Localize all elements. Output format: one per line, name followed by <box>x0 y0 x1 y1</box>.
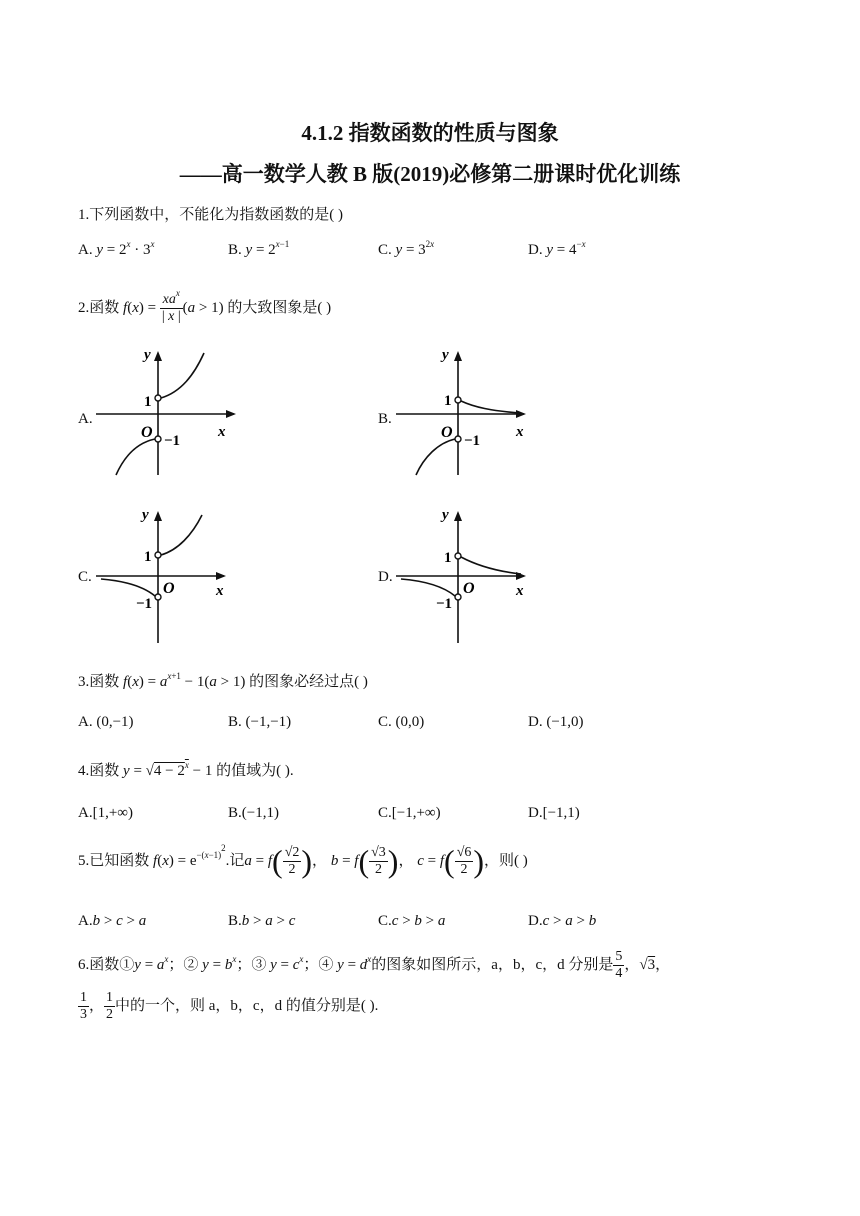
curve-right <box>161 515 202 555</box>
label-neg-one: −1 <box>136 596 153 612</box>
y-axis-arrow-icon <box>454 511 462 521</box>
curve-right <box>461 401 521 413</box>
label-x: x <box>516 583 524 599</box>
open-point-1 <box>455 397 461 403</box>
q1-option-a[interactable]: A. $y = 2^x \cdot 3^x$ <box>78 239 155 258</box>
label-origin: O <box>163 580 175 597</box>
label-origin: O <box>441 424 453 441</box>
q4-option-c[interactable]: C.[−1,+∞) <box>378 805 441 821</box>
q5-option-a[interactable]: A.b > c > a <box>78 913 147 929</box>
x-axis-arrow-icon <box>226 410 236 418</box>
open-point-neg1 <box>155 594 161 600</box>
label-origin: O <box>463 580 475 597</box>
q1-option-b[interactable]: B. $y = 2^{x-1}$ <box>228 239 290 258</box>
label-neg-one: −1 <box>164 433 181 449</box>
label-x: x <box>218 424 226 440</box>
y-axis-arrow-icon <box>154 511 162 521</box>
label-y: y <box>144 347 151 363</box>
q5-option-d[interactable]: D.c > a > b <box>528 913 597 929</box>
q5-option-b[interactable]: B.b > a > c <box>228 913 296 929</box>
q5-stem: 5.已知函数 $f(x) = e^{-(x-1)^2}$.记a = f( $\frac{√2}{2}$ )， b = f( $\frac{√3}{2}$ )， c = f( $\frac{√6}{2}$ )，则( ) <box>78 842 528 879</box>
curve-left <box>401 579 455 596</box>
label-one: 1 <box>444 550 452 566</box>
q4-option-a[interactable]: A.[1,+∞) <box>78 805 133 821</box>
q2-stem: 2.函数 f(x) = $\frac{xa^x}{| x |}$ (a > 1) 的大致图象是( ) <box>78 288 332 324</box>
label-x: x <box>516 424 524 440</box>
open-point-1 <box>155 552 161 558</box>
y-axis-arrow-icon <box>454 351 462 361</box>
curve-left <box>101 579 155 596</box>
page-title: 4.1.2 指数函数的性质与图象 <box>301 121 559 145</box>
label-one: 1 <box>144 549 152 565</box>
q4-option-d[interactable]: D.[−1,1) <box>528 805 580 821</box>
q6-stem-line1: 6.函数①y = $a^x$；② $y = b^x$；③ $y = c^x$；④ $y = d^x$的图象如图所示，a，b，c，d 分别是 $\frac{5}{4}$ ，√3， <box>78 949 671 981</box>
graph-c[interactable] <box>96 505 246 645</box>
label-y: y <box>442 347 449 363</box>
q3-option-b[interactable]: B. (−1,−1) <box>228 714 292 730</box>
q1-stem: 1.下列函数中，不能化为指数函数的是( ) <box>78 207 343 223</box>
label-one: 1 <box>444 393 452 409</box>
graph-d[interactable] <box>396 505 546 645</box>
q1-option-c[interactable]: C. $y = 3^{2x}$ <box>378 239 435 258</box>
page-subtitle: ——高一数学人教 B 版(2019)必修第二册课时优化训练 <box>179 162 681 186</box>
x-axis-arrow-icon <box>216 572 226 580</box>
open-point-neg1 <box>155 436 161 442</box>
open-point-neg1 <box>455 436 461 442</box>
label-one: 1 <box>144 394 152 410</box>
x-axis-arrow-icon <box>516 410 526 418</box>
q3-stem: 3.函数 $f(x) = a^{x+1} - 1(a > 1)$ 的图象必经过点( ) <box>78 671 368 690</box>
label-origin: O <box>141 424 153 441</box>
graph-b[interactable] <box>396 345 546 480</box>
curve-right <box>161 353 204 398</box>
y-axis-arrow-icon <box>154 351 162 361</box>
q5-option-c[interactable]: C.c > b > a <box>378 913 446 929</box>
graph-a[interactable] <box>96 345 246 480</box>
graph-d-label[interactable]: D. <box>378 569 393 585</box>
label-x: x <box>216 583 224 599</box>
label-y: y <box>142 507 149 523</box>
curve-left <box>116 439 155 475</box>
q3-option-a[interactable]: A. (0,−1) <box>78 714 134 730</box>
label-y: y <box>442 507 449 523</box>
q1-option-d[interactable]: D. $y = 4^{-x}$ <box>528 239 586 258</box>
curve-right <box>461 557 521 574</box>
graph-a-label[interactable]: A. <box>78 411 93 427</box>
curve-left <box>416 439 455 475</box>
q3-option-c[interactable]: C. (0,0) <box>378 714 425 730</box>
q4-option-b[interactable]: B.(−1,1) <box>228 805 279 821</box>
q6-stem-line2: $\frac{1}{3}$ ， $\frac{1}{2}$ 中的一个，则 a，b，c，d 的值分别是( ). <box>80 990 379 1022</box>
graph-c-label[interactable]: C. <box>78 569 92 585</box>
open-point-neg1 <box>455 594 461 600</box>
open-point-1 <box>455 553 461 559</box>
label-neg-one: −1 <box>436 596 453 612</box>
label-neg-one: −1 <box>464 433 481 449</box>
q4-stem: 4.函数 $y = √4 - 2^x - 1$ 的值域为( ). <box>78 760 294 779</box>
q3-option-d[interactable]: D. (−1,0) <box>528 714 584 730</box>
graph-b-label[interactable]: B. <box>378 411 392 427</box>
open-point-1 <box>155 395 161 401</box>
